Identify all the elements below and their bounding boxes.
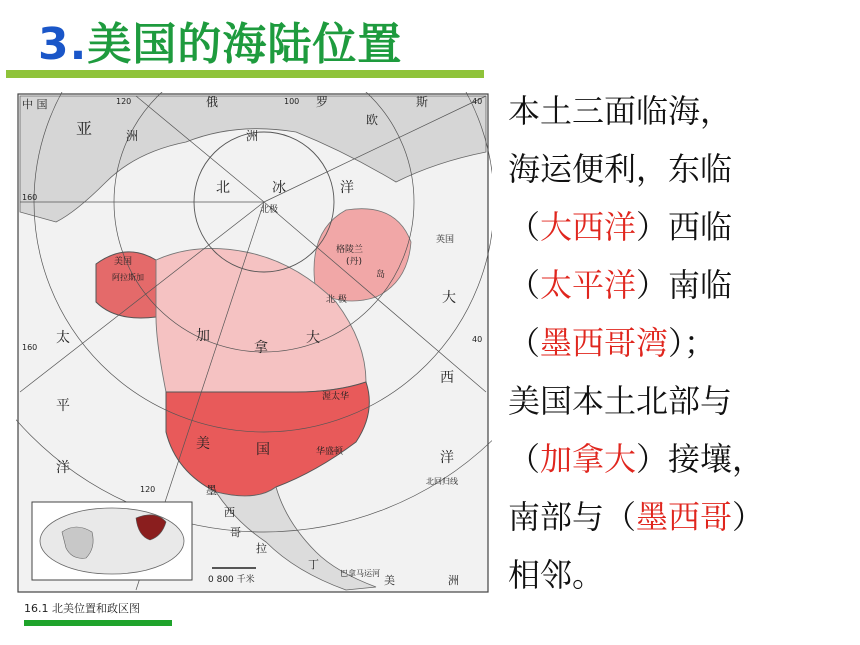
- label-beijiquan: 北 极: [326, 295, 347, 305]
- text-l8-open: 南部与（: [508, 498, 637, 536]
- label-xi2: 西: [224, 506, 235, 519]
- slide-title: [38, 8, 402, 72]
- label-dao: 岛: [376, 270, 386, 280]
- label-panama: 巴拿马运河: [340, 569, 380, 578]
- north-america-map: [16, 92, 492, 622]
- label-wutaihua: 渥太华: [322, 392, 350, 402]
- map-caption: 16.1 北美位置和政区图: [24, 602, 140, 615]
- label-beiji: 北极: [260, 205, 279, 215]
- label-lon120a: 120: [116, 97, 132, 106]
- label-huashengdun: 华盛顿: [316, 447, 344, 457]
- text-line-2: [508, 140, 854, 198]
- label-da1: 大: [442, 290, 456, 306]
- text-l4-open: （: [508, 266, 541, 304]
- label-bei: 北: [216, 180, 230, 196]
- text-line-6: [508, 372, 854, 430]
- text-l7-close: ）接壤，: [636, 440, 765, 478]
- label-meiguo2: 美: [196, 436, 210, 452]
- text-l3-close: ）西临: [636, 208, 733, 246]
- title-underline: [6, 70, 484, 78]
- label-guo: 国: [256, 442, 270, 458]
- label-asia: 亚: [76, 119, 93, 138]
- text-l9: 相邻。: [508, 556, 605, 594]
- label-lon120b: 120: [140, 485, 156, 494]
- label-dan: (丹): [346, 257, 363, 267]
- label-eluosi: 俄: [206, 95, 219, 109]
- label-zhou1: 洲: [126, 129, 139, 143]
- text-line-4: [508, 256, 854, 314]
- label-si: 斯: [416, 95, 429, 109]
- label-lon160b: 160: [22, 343, 38, 352]
- text-line-8: [508, 488, 854, 546]
- label-ge: 哥: [230, 526, 241, 539]
- answer-gulf-of-mexico: 墨西哥湾: [540, 324, 669, 362]
- label-yang1: 洋: [340, 180, 354, 196]
- inset-globe: [40, 508, 184, 574]
- label-na: 拿: [254, 340, 268, 356]
- text-l3-open: （: [508, 208, 541, 246]
- text-l7-open: （: [508, 440, 541, 478]
- label-bing: 冰: [272, 180, 286, 196]
- label-xi: 西: [440, 370, 454, 386]
- answer-canada: 加拿大: [540, 440, 637, 478]
- text-l5-close: ）；: [668, 324, 717, 362]
- text-l1: 本土三面临海，: [508, 92, 733, 130]
- text-l8-close: ）: [732, 498, 765, 536]
- label-lon160: 160: [22, 193, 38, 202]
- label-la: 拉: [256, 542, 267, 555]
- title-text: 美国的海陆位置: [87, 19, 403, 70]
- text-line-3: [508, 198, 854, 256]
- label-ping: 平: [56, 398, 70, 414]
- answer-mexico: 墨西哥: [636, 498, 733, 536]
- label-alasijia: 阿拉斯加: [112, 273, 144, 282]
- label-china: 中 国: [22, 98, 48, 111]
- label-yingguo: 英国: [436, 235, 455, 245]
- map-figure: [16, 92, 492, 622]
- text-line-7: [508, 430, 854, 488]
- label-gelinglan: 格陵兰: [336, 245, 364, 255]
- label-jia: 加: [196, 328, 210, 344]
- label-ding: 丁: [308, 558, 319, 571]
- label-zhou2: 洲: [246, 129, 259, 143]
- label-lon100: 100: [284, 97, 300, 106]
- caption-underline: [24, 620, 172, 626]
- label-mo: 墨: [206, 484, 217, 497]
- label-tai: 太: [56, 330, 70, 346]
- label-da2: 大: [306, 330, 320, 346]
- answer-atlantic: 大西洋: [540, 208, 637, 246]
- text-l6: 美国本土北部与: [508, 382, 733, 420]
- text-line-9: [508, 546, 854, 604]
- label-lon40: 40: [472, 97, 483, 106]
- label-meiguo1: 美国: [114, 257, 133, 267]
- text-line-5: [508, 314, 854, 372]
- label-lon40b: 40: [472, 335, 483, 344]
- label-mei: 美: [384, 574, 395, 587]
- answer-text: [508, 82, 854, 604]
- label-yang3: 洋: [56, 460, 70, 476]
- label-ouzhou: 欧: [366, 113, 379, 127]
- text-l2: 海运便利，东临: [508, 150, 733, 188]
- title-number: 3.: [38, 19, 88, 70]
- text-line-1: [508, 82, 854, 140]
- scale-bar-label: 0 800 千米: [208, 575, 255, 585]
- label-zhou3: 洲: [448, 574, 459, 587]
- answer-pacific: 太平洋: [540, 266, 637, 304]
- label-yang2: 洋: [440, 450, 454, 466]
- label-luo: 罗: [316, 95, 329, 109]
- text-l4-close: ）南临: [636, 266, 733, 304]
- text-l5-open: （: [508, 324, 541, 362]
- label-tropic: 北回归线: [426, 477, 458, 486]
